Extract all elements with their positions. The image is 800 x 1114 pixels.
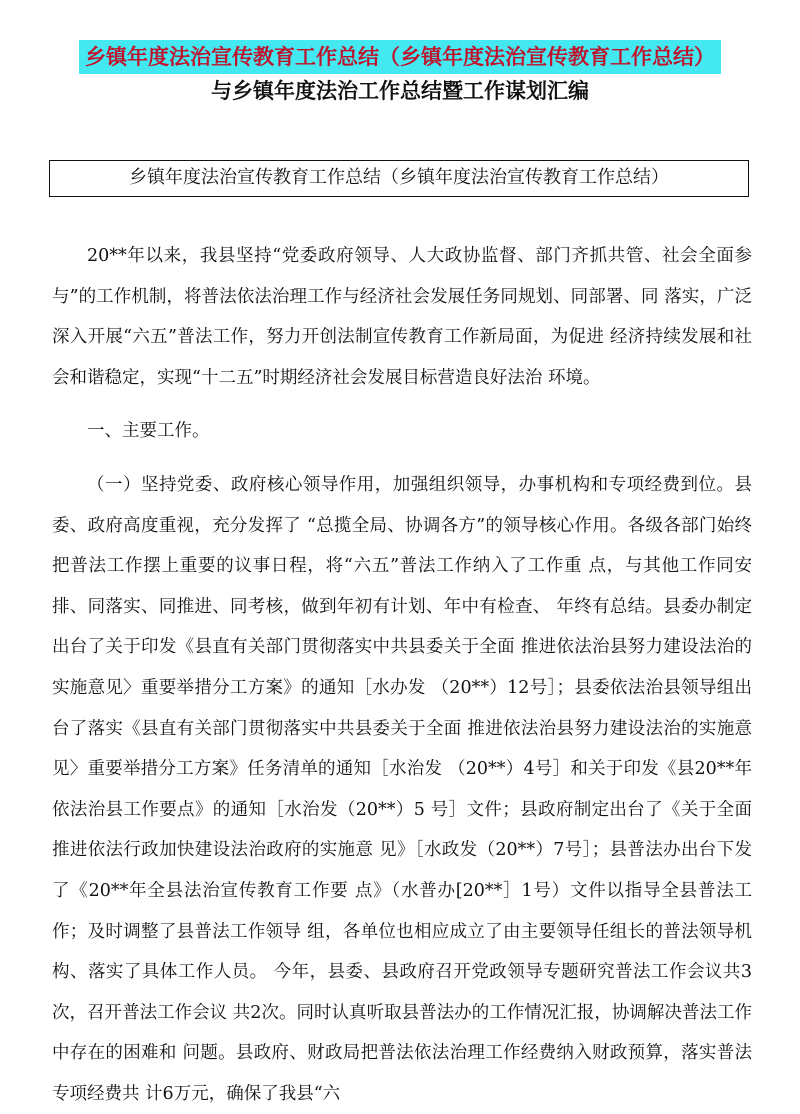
- section-title-box: 乡镇年度法治宣传教育工作总结（乡镇年度法治宣传教育工作总结）: [49, 160, 749, 197]
- document-title-highlighted: 乡镇年度法治宣传教育工作总结（乡镇年度法治宣传教育工作总结）: [79, 40, 721, 74]
- section-heading-main-work: 一、主要工作。: [87, 421, 210, 442]
- paragraph-leadership: （一）坚持党委、政府核心领导作用，加强组织领导，办事机构和专项经费到位。县委、政府高度重视，充分发挥了 “总揽全局、协调各方”的领导核心作用。各级各部门始终把普法工作摆上重要的议事日程，将“六五”普法工作纳入了工作重 点，与其他工作同安排、同落实、同推进、同考核，做到年初有计划、年中有检查、 年终有总结。县委办制定出台了关于印发《县直有关部门贯彻落实中共县委关于全面 推进依法治县努力建设法治的实施意见〉重要举措分工方案》的通知［水办发 （20**）12号］；县委依法治县领导组出台了落实《县直有关部门贯彻落实中共县委关于全面 推进依法治县努力建设法治的实施意见〉重要举措分工方案》任务清单的通知［水治发 （20**）4号］和关于印发《县20**年依法治县工作要点》的通知［水治发（20**）5 号］文件；县政府制定出台了《关于全面推进依法行政加快建设法治政府的实施意 见》［水政发（20**）7号］；县普法办出台下发了《20**年全县法治宣传教育工作要 点》（水普办[20**］1号）文件以指导全县普法工作；及时调整了县普法工作领导 组，各单位也相应成立了由主要领导任组长的普法领导机构、落实了具体工作人员。 今年，县委、县政府召开党政领导专题研究普法工作会议共3次，召开普法工作会议 共2次。同时认真听取县普法办的工作情况汇报，协调解决普法工作中存在的困难和 问题。县政府、财政局把普法依法治理工作经费纳入财政预算，落实普法专项经费共 计6万元，确保了我县“六: [52, 474, 752, 1104]
- document-title-main: 与乡镇年度法治工作总结暨工作谋划汇编: [211, 79, 589, 103]
- title-highlight-wrap: [0, 40, 800, 74]
- document-body: [52, 236, 752, 1114]
- paragraph-intro: 20**年以来，我县坚持“党委政府领导、人大政协监督、部门齐抓共管、社会全面参与”的工作机制，将普法依法治理工作与经济社会发展任务同规划、同部署、同 落实，广泛深入开展“六五”普法工作，努力开创法制宣传教育工作新局面，为促进 经济持续发展和社会和谐稳定，实现“十二五”时期经济社会发展目标营造良好法治 环境。: [52, 246, 752, 388]
